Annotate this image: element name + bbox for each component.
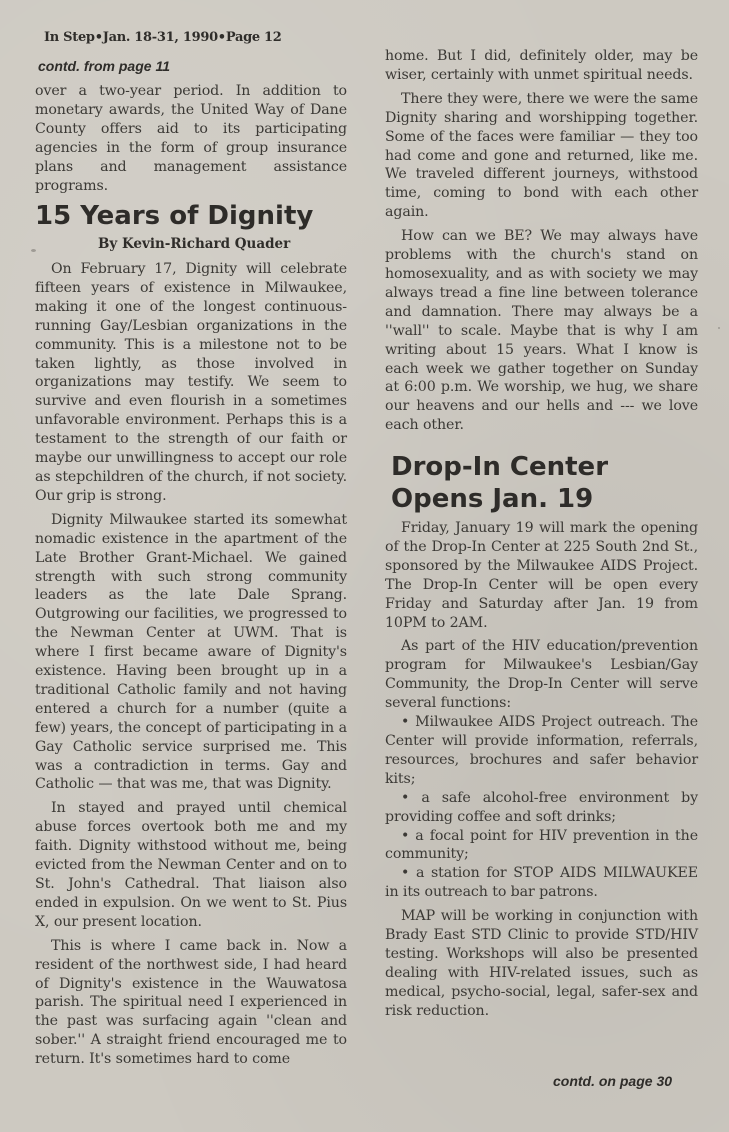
headline-drop-in <box>391 451 608 515</box>
headline-dignity: 15 Years of Dignity <box>35 201 314 231</box>
drop-in-article <box>385 519 698 1021</box>
intro-paragraph: over a two-year period. In addition to monetary awards, the United Way of Dane County offers aid to its participating agencies in the form of group insurance plans and management assistance programs. <box>35 83 347 194</box>
dignity-article-right-column <box>385 47 698 435</box>
ink-speck <box>718 327 720 329</box>
intro-block <box>35 82 347 195</box>
bullet-item: • a station for STOP AIDS MILWAUKEE in its outreach to bar patrons. <box>385 865 698 901</box>
dignity-article-left-column <box>35 260 347 1069</box>
bullet-item: • a focal point for HIV prevention in the community; <box>385 827 698 863</box>
article-paragraph: There they were, there we were the same Dignity sharing and worshipping together. Some of the faces were familiar — they too had come and gone and returned, like me. We traveled different journeys, withstood time, coming to bond with each other again. <box>385 90 698 221</box>
article-paragraph: How can we BE? We may always have problems with the church's stand on homosexuality, and as with society we may always tread a fine line between tolerance and damnation. There may always be a ''wall'' to scale. Maybe that is why I am writing about 15 years. What I know is each week we gather together on Sunday at 6:00 p.m. We worship, we hug, we share our heavens and our hells and --- we love each other. <box>385 228 698 434</box>
article-paragraph: Friday, January 19 will mark the opening of the Drop-In Center at 225 South 2nd St., sponsored by the Milwaukee AIDS Project. The Drop-In Center will be open every Friday and Saturday after Jan. 19 from 10PM to 2AM. <box>385 520 698 631</box>
headline-drop-in-line1: Drop-In Center <box>391 452 609 482</box>
headline-drop-in-line2: Opens Jan. 19 <box>391 484 594 514</box>
running-head: In Step•Jan. 18-31, 1990•Page 12 <box>44 30 282 45</box>
article-paragraph: home. But I did, definitely older, may be wiser, certainly with unmet spiritual needs. <box>385 48 698 83</box>
continued-from-label: contd. from page 11 <box>38 58 170 74</box>
bullet-item: • Milwaukee AIDS Project outreach. The Center will provide information, referrals, resources, brochures and safer behavior kits; <box>385 714 698 787</box>
article-paragraph: As part of the HIV education/prevention program for Milwaukee's Lesbian/Gay Community, the Drop-In Center will serve several functions: <box>385 638 698 712</box>
bullet-item: • a safe alcohol-free environment by providing coffee and soft drinks; <box>385 789 698 825</box>
byline: By Kevin-Richard Quader <box>98 236 291 252</box>
ink-speck <box>31 249 36 252</box>
article-paragraph: This is where I came back in. Now a resident of the northwest side, I had heard of Dignity's existence in the Wauwatosa parish. The spiritual need I experienced in the past was surfacing again ''clean and sober.'' A straight friend encouraged me to return. It's sometimes hard to come <box>35 937 347 1068</box>
article-paragraph: On February 17, Dignity will celebrate fifteen years of existence in Milwaukee, making it one of the longest continuous-running Gay/Lesbian organizations in the community. This is a milestone not to be taken lightly, as those involved in organizations may testify. We seem to survive and even flourish in a sometimes unfavorable environment. Perhaps this is a testament to the strength of our faith or maybe our unwillingness to accept our role as stepchildren of the church, if not society. Our grip is strong. <box>35 261 347 504</box>
article-paragraph: Dignity Milwaukee started its somewhat nomadic existence in the apartment of the Late Brother Grant-Michael. We gained strength with such strong community leaders as the late Dale Sprang. Outgrowing our facilities, we progressed to the Newman Center at UWM. That is where I first became aware of Dignity's existence. Having been brought up in a traditional Catholic family and not having entered a church for a number (quite a few) years, the concept of participating in a Gay Catholic service surprised me. This was a contradiction in terms. Gay and Catholic — that was me, that was Dignity. <box>35 511 347 793</box>
article-paragraph: In stayed and prayed until chemical abuse forces overtook both me and my faith. Dignity withstood without me, being evicted from the Newman Center and on to St. John's Cathedral. That liaison also ended in expulsion. On we went to St. Pius X, our present location. <box>35 800 347 930</box>
continued-on-label: contd. on page 30 <box>553 1073 673 1089</box>
article-paragraph: MAP will be working in conjunction with Brady East STD Clinic to provide STD/HIV testing. Workshops will also be presented dealing with HIV-related issues, such as medical, psycho-social, legal, safer-sex and risk reduction. <box>385 908 698 1019</box>
